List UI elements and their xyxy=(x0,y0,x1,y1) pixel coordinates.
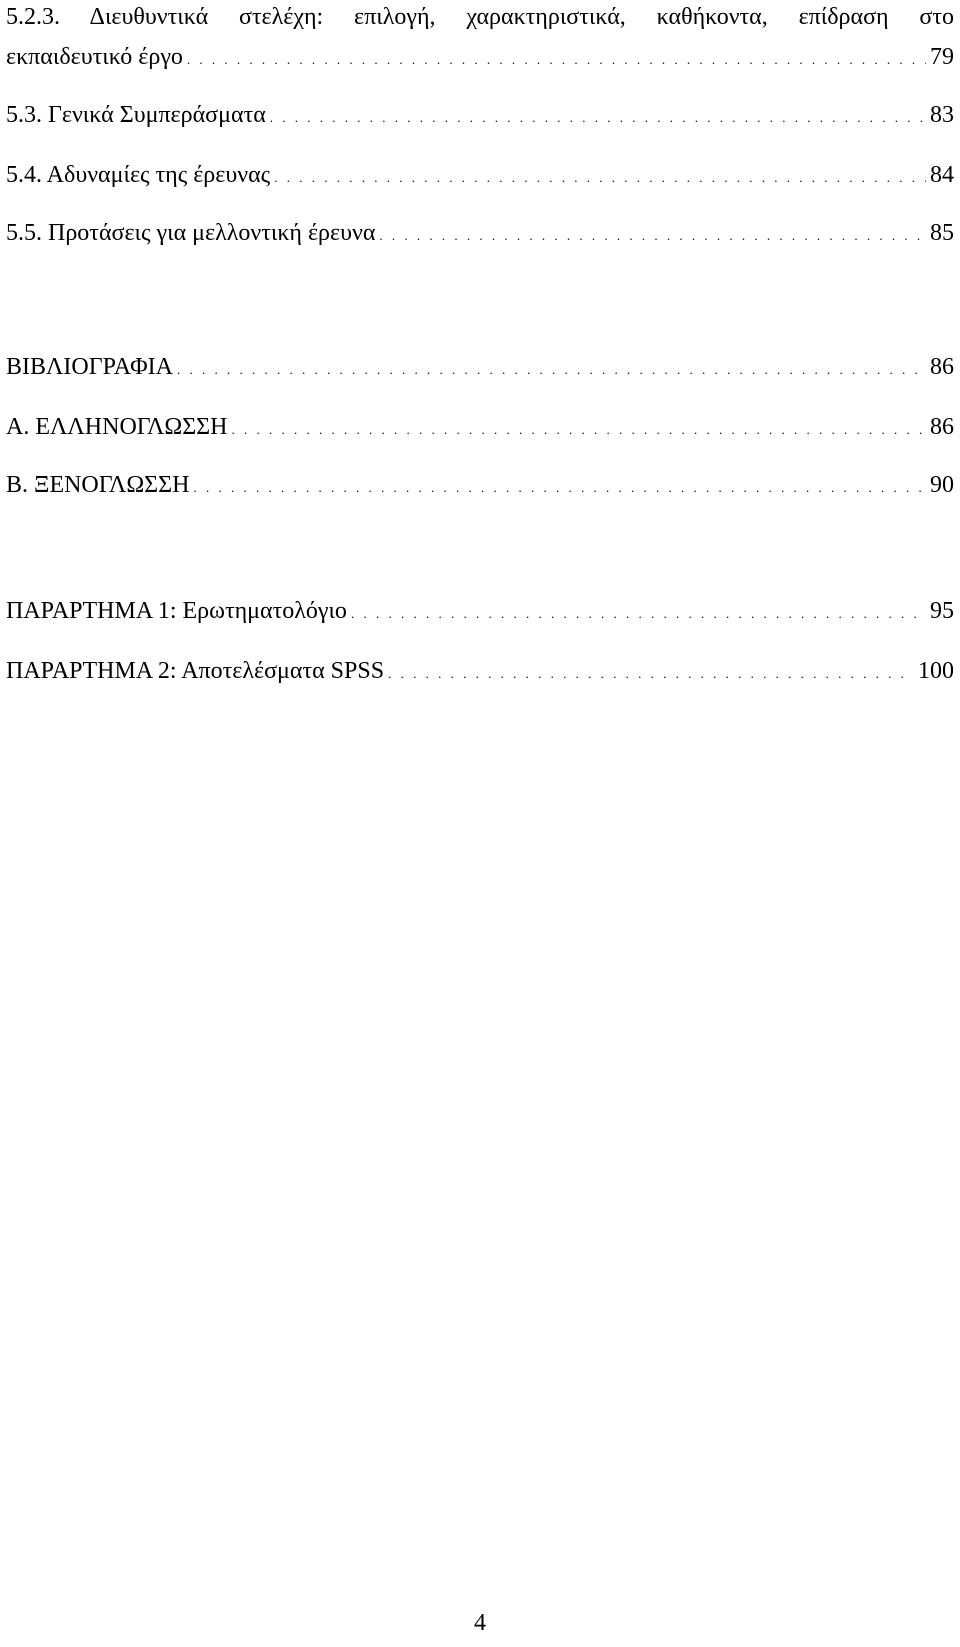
toc-entry-title: ΒΙΒΛΙΟΓΡΑΦΙΑ xyxy=(6,354,173,380)
toc-leader xyxy=(193,470,926,503)
toc-page-number: 84 xyxy=(930,162,954,188)
toc-entry-title: 5.5. Προτάσεις για μελλοντική έρευνα xyxy=(6,220,376,246)
toc-entry-bibliography[interactable] xyxy=(6,352,954,385)
toc-leader xyxy=(274,160,926,193)
toc-page-number: 85 xyxy=(930,220,954,246)
toc-leader xyxy=(270,100,926,133)
toc-entry-title: Α. ΕΛΛΗΝΟΓΛΩΣΣΗ xyxy=(6,414,228,440)
toc-leader xyxy=(231,412,926,445)
toc-leader xyxy=(351,596,926,629)
toc-page-number: 86 xyxy=(930,354,954,380)
toc-entry-5-4[interactable] xyxy=(6,160,954,193)
toc-entry-greek-references[interactable] xyxy=(6,412,954,445)
toc-entry-title: Β. ΞΕΝΟΓΛΩΣΣΗ xyxy=(6,472,190,498)
toc-entry-foreign-references[interactable] xyxy=(6,470,954,503)
toc-entry-title: ΠΑΡΑΡΤΗΜΑ 2: Αποτελέσματα SPSS xyxy=(6,658,385,684)
toc-leader xyxy=(187,42,926,75)
toc-page-number: 95 xyxy=(930,598,954,624)
toc-entry-title: 5.4. Αδυναμίες της έρευνας xyxy=(6,162,271,188)
toc-leader xyxy=(379,218,926,251)
toc-page-number: 79 xyxy=(930,44,954,70)
toc-page-number: 83 xyxy=(930,102,954,128)
toc-entry-title: ΠΑΡΑΡΤΗΜΑ 1: Ερωτηματολόγιο xyxy=(6,598,347,624)
toc-entry-title: 5.2.3. Διευθυντικά στελέχη: επιλογή, χαρακτηριστικά, καθήκοντα, επίδραση στο xyxy=(6,4,954,30)
toc-leader xyxy=(388,656,914,689)
toc-entry-appendix-2[interactable] xyxy=(6,656,954,689)
toc-entry-5-3[interactable] xyxy=(6,100,954,133)
toc-leader xyxy=(177,352,926,385)
toc-page-number: 86 xyxy=(930,414,954,440)
toc-entry-5-2-3-line1 xyxy=(6,2,954,32)
toc-entry-title: εκπαιδευτικό έργο xyxy=(6,44,183,70)
toc-entry-title: 5.3. Γενικά Συμπεράσματα xyxy=(6,102,266,128)
toc-entry-5-2-3-line2[interactable] xyxy=(6,42,954,75)
toc-page-number: 90 xyxy=(930,472,954,498)
toc-entry-5-5[interactable] xyxy=(6,218,954,251)
page-number: 4 xyxy=(474,1610,486,1636)
toc-page-number: 100 xyxy=(918,658,954,684)
toc-entry-appendix-1[interactable] xyxy=(6,596,954,629)
